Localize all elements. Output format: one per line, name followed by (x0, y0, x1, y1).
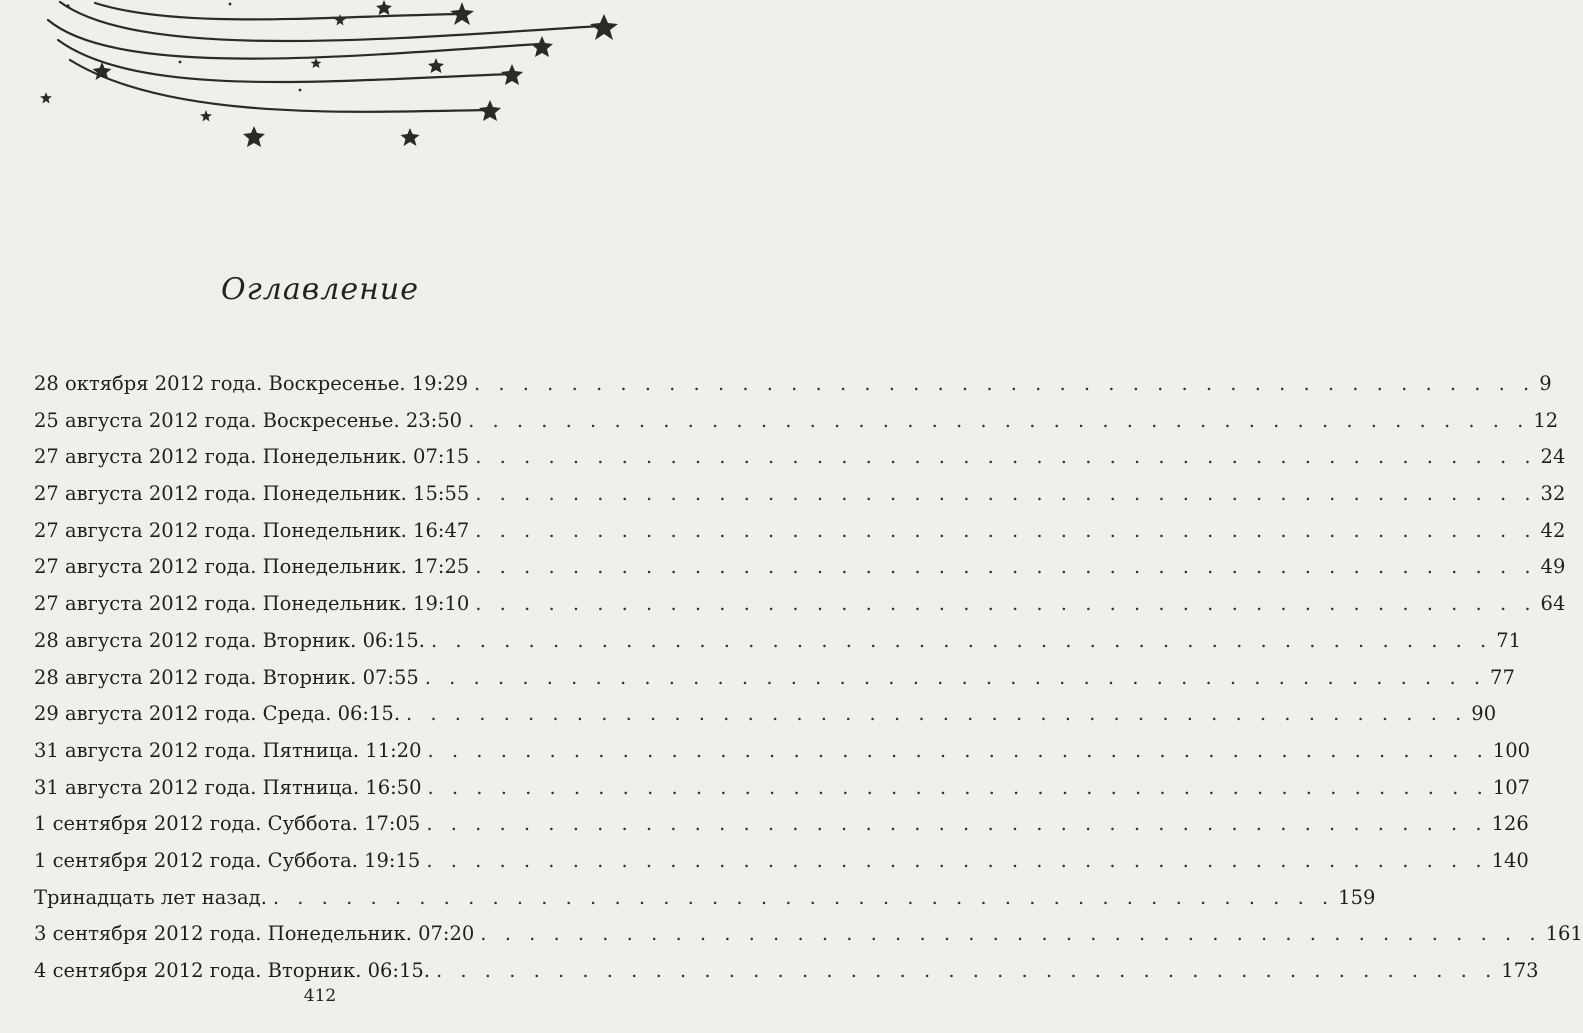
toc-entry-title: 3 сентября 2012 года. Понедельник. 07:20 (34, 922, 475, 946)
toc-entry (34, 366, 1552, 403)
dot-leader: . . . . . . . . . . . . . . . . . . . . . . . . . . . . . . . . . . . . . . . . . . . . (468, 408, 1530, 432)
dot-leader: . . . . . . . . . . . . . . . . . . . . . . . . . . . . . . . . . . . . . . . . . . . . (480, 922, 1542, 946)
dot-leader: . . . . . . . . . . . . . . . . . . . . . . . . . . . . . . . . . . . . . . . . . . . . (475, 482, 1537, 506)
dot-leader: . . . . . . . . . . . . . . . . . . . . . . . . . . . . . . . . . . . . . . . . . . . . (427, 738, 1489, 762)
toc-entry (34, 953, 1539, 990)
toc-entry-title: Тринадцать лет назад. (34, 885, 267, 909)
toc-entry-title: 27 августа 2012 года. Понедельник. 15:55 (34, 482, 470, 506)
toc-entry-title: 27 августа 2012 года. Понедельник. 07:15 (34, 445, 470, 469)
toc-entry-page-number: 100 (1492, 738, 1531, 762)
toc-entry-page-number: 24 (1540, 445, 1566, 469)
toc-entry-title: 28 октября 2012 года. Воскресенье. 19:29 (34, 372, 468, 395)
table-of-contents (34, 366, 1583, 990)
toc-entry (34, 696, 1497, 733)
toc-entry (34, 513, 1566, 550)
toc-entry-title: 28 августа 2012 года. Вторник. 07:55 (34, 665, 419, 689)
toc-entry (34, 476, 1566, 513)
dot-leader: . . . . . . . . . . . . . . . . . . . . . . . . . . . . . . . . . . . . . . . . . . . . (426, 812, 1488, 836)
toc-entry-title: 25 августа 2012 года. Воскресенье. 23:50 (34, 408, 463, 432)
toc-entry (34, 586, 1566, 623)
toc-entry-page-number: 49 (1540, 555, 1566, 579)
toc-heading: Оглавление (221, 272, 419, 307)
dot-leader: . . . . . . . . . . . . . . . . . . . . . . . . . . . . . . . . . . . . . . . . . . . . (436, 959, 1498, 982)
toc-entry (34, 916, 1583, 953)
toc-entry-page-number: 90 (1471, 702, 1497, 726)
toc-entry-title: 28 августа 2012 года. Вторник. 06:15. (34, 628, 425, 652)
toc-entry-title: 29 августа 2012 года. Среда. 06:15. (34, 702, 401, 726)
toc-entry-page-number: 173 (1501, 959, 1539, 982)
toc-entry-title: 1 сентября 2012 года. Суббота. 17:05 (34, 812, 421, 836)
toc-entry (34, 660, 1515, 697)
toc-entry (34, 880, 1376, 917)
toc-entry-title: 4 сентября 2012 года. Вторник. 06:15. (34, 959, 430, 982)
toc-entry-page-number: 9 (1539, 372, 1552, 395)
toc-entry-page-number: 42 (1540, 518, 1566, 542)
toc-entry (34, 439, 1566, 476)
toc-entry-title: 31 августа 2012 года. Пятница. 11:20 (34, 738, 422, 762)
dot-leader: . . . . . . . . . . . . . . . . . . . . . . . . . . . . . . . . . . . . . . . . . . . . (430, 628, 1493, 652)
dot-leader: . . . . . . . . . . . . . . . . . . . . . . . . . . . . . . . . . . . . . . . . . . . . (272, 885, 1335, 909)
toc-entry-page-number: 140 (1491, 848, 1529, 872)
toc-entry-page-number: 32 (1540, 482, 1566, 506)
dot-leader: . . . . . . . . . . . . . . . . . . . . . . . . . . . . . . . . . . . . . . . . . . . . (475, 518, 1537, 542)
toc-entry-page-number: 126 (1491, 812, 1529, 836)
toc-entry (34, 623, 1522, 660)
page-number: 412 (303, 986, 337, 1006)
toc-entry-page-number: 77 (1490, 665, 1515, 689)
toc-entry (34, 403, 1559, 440)
toc-entry (34, 549, 1566, 586)
toc-entry-title: 31 августа 2012 года. Пятница. 16:50 (34, 775, 422, 799)
toc-entry-page-number: 64 (1540, 592, 1566, 616)
toc-entry-page-number: 161 (1545, 922, 1583, 946)
dot-leader: . . . . . . . . . . . . . . . . . . . . . . . . . . . . . . . . . . . . . . . . . . . . (424, 665, 1487, 689)
toc-entry (34, 770, 1531, 807)
toc-entry-page-number: 71 (1496, 628, 1522, 652)
dot-leader: . . . . . . . . . . . . . . . . . . . . . . . . . . . . . . . . . . . . . . . . . . . . (406, 702, 1468, 726)
toc-entry-page-number: 159 (1338, 885, 1376, 909)
toc-entry-title: 27 августа 2012 года. Понедельник. 16:47 (34, 518, 470, 542)
toc-entry-page-number: 12 (1533, 408, 1559, 432)
dot-leader: . . . . . . . . . . . . . . . . . . . . . . . . . . . . . . . . . . . . . . . . . . . . (427, 775, 1489, 799)
toc-entry (34, 733, 1531, 770)
shooting-stars-illustration (0, 0, 640, 170)
dot-leader: . . . . . . . . . . . . . . . . . . . . . . . . . . . . . . . . . . . . . . . . . . . . (475, 445, 1537, 469)
toc-entry (34, 843, 1529, 880)
toc-entry-title: 27 августа 2012 года. Понедельник. 17:25 (34, 555, 470, 579)
toc-entry-title: 27 августа 2012 года. Понедельник. 19:10 (34, 592, 470, 616)
dot-leader: . . . . . . . . . . . . . . . . . . . . . . . . . . . . . . . . . . . . . . . . . . . . (426, 848, 1488, 872)
dot-leader: . . . . . . . . . . . . . . . . . . . . . . . . . . . . . . . . . . . . . . . . . . . . (475, 555, 1537, 579)
toc-entry-page-number: 107 (1492, 775, 1531, 799)
dot-leader: . . . . . . . . . . . . . . . . . . . . . . . . . . . . . . . . . . . . . . . . . . . . (475, 592, 1537, 616)
dot-leader: . . . . . . . . . . . . . . . . . . . . . . . . . . . . . . . . . . . . . . . . . . . . (473, 372, 1536, 395)
toc-entry-title: 1 сентября 2012 года. Суббота. 19:15 (34, 848, 421, 872)
toc-entry (34, 806, 1529, 843)
